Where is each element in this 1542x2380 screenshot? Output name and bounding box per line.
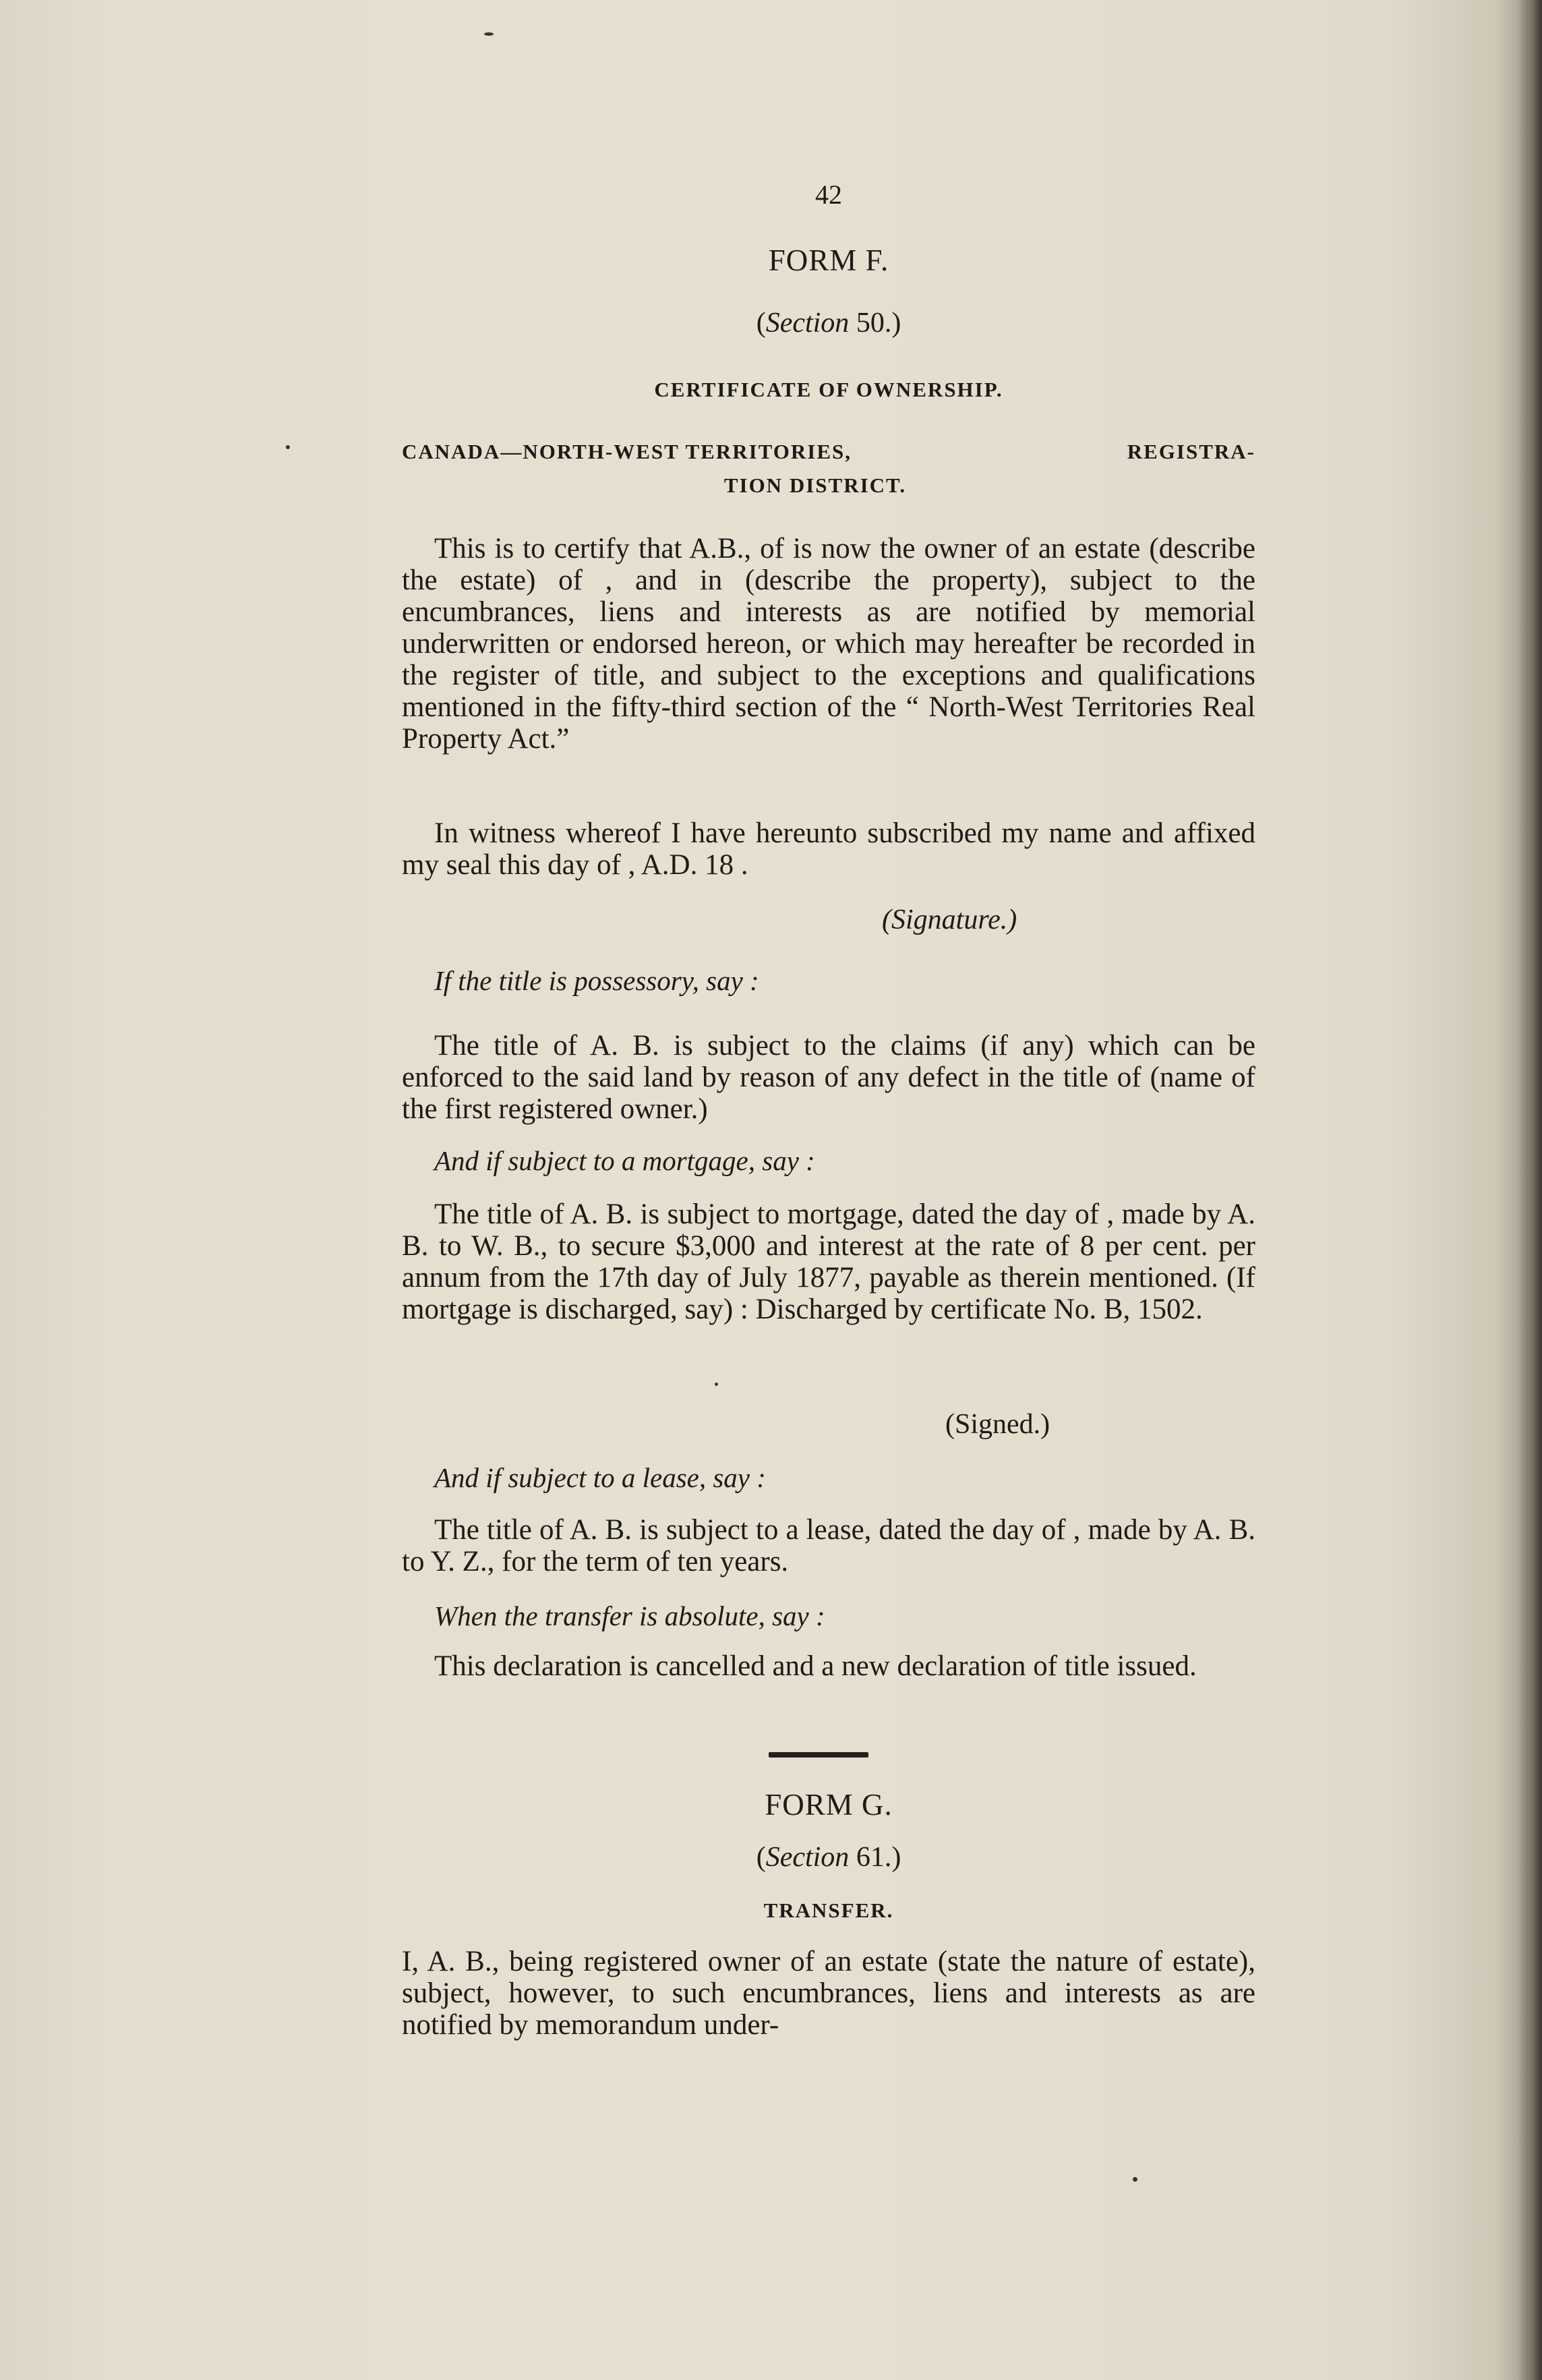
witness-paragraph: In witness whereof I have hereunto subscribed my name and affixed my seal this day of , A.D. 18 . bbox=[402, 817, 1255, 881]
lease-paragraph: The title of A. B. is subject to a lease, dated the day of , made by A. B. to Y. Z., for the term of ten years. bbox=[402, 1514, 1255, 1577]
book-gutter-shadow bbox=[1518, 0, 1542, 2380]
paper-speck bbox=[484, 32, 494, 36]
signed-line: (Signed.) bbox=[945, 1409, 1050, 1440]
possessory-instruction: If the title is possessory, say : bbox=[434, 965, 759, 996]
signature-line: (Signature.) bbox=[882, 904, 1017, 935]
paper-speck bbox=[286, 445, 290, 449]
section-number: 61.) bbox=[856, 1842, 901, 1873]
certify-paragraph: This is to certify that A.B., of is now the owner of an estate (describe the estate) of , and in (describe the property), subject to the encumbrances, liens and interests as are notified by memorial underwritten or endorsed hereon, or which may hereafter be recorded in the register of title, and subject to the exceptions and qualifications mentioned in the fifty-third section of the “ North-West Territories Real Property Act.” bbox=[402, 533, 1255, 755]
absolute-instruction: When the transfer is absolute, say : bbox=[434, 1600, 825, 1631]
paper-speck bbox=[1133, 2177, 1137, 2182]
transfer-heading: TRANSFER. bbox=[763, 1898, 894, 1922]
possessory-paragraph: The title of A. B. is subject to the claims (if any) which can be enforced to the said land by reason of any defect in the title of (name of the first registered owner.) bbox=[402, 1030, 1255, 1125]
lease-instruction: And if subject to a lease, say : bbox=[434, 1462, 766, 1493]
district-right: REGISTRA- bbox=[1127, 440, 1255, 463]
section-open-paren: ( bbox=[756, 1842, 766, 1873]
section-label: Section bbox=[765, 308, 850, 339]
form-g-section bbox=[402, 1841, 1255, 1874]
mortgage-paragraph: The title of A. B. is subject to mortgage, dated the day of , made by A. B. to W. B., to secure $3,000 and interest at the rate of 8 per cent. per annum from the 17th day of July 1877, payable as therein mentioned. (If mortgage is discharged, say) : Discharged by certificate No. B, 1502. bbox=[402, 1198, 1255, 1325]
district-heading bbox=[402, 435, 1255, 502]
paper-speck bbox=[715, 1383, 718, 1386]
form-g-title: FORM G. bbox=[765, 1788, 893, 1822]
section-number: 50.) bbox=[856, 308, 901, 339]
certificate-heading: CERTIFICATE OF OWNERSHIP. bbox=[654, 378, 1003, 401]
section-open-paren: ( bbox=[756, 308, 766, 339]
section-divider bbox=[769, 1752, 868, 1758]
district-line2: TION DISTRICT. bbox=[723, 473, 907, 497]
form-f-section bbox=[402, 307, 1255, 339]
district-left: CANADA—NORTH-WEST TERRITORIES, bbox=[402, 440, 852, 463]
mortgage-instruction: And if subject to a mortgage, say : bbox=[434, 1145, 815, 1176]
form-f-title: FORM F. bbox=[768, 243, 889, 277]
section-label: Section bbox=[765, 1842, 850, 1873]
transfer-paragraph: I, A. B., being registered owner of an estate (state the nature of estate), subject, however, to such encumbrances, liens and interests as are notified by memorandum under- bbox=[402, 1946, 1255, 2041]
absolute-paragraph: This declaration is cancelled and a new declaration of title issued. bbox=[434, 1650, 1197, 1682]
page-number: 42 bbox=[815, 179, 842, 210]
